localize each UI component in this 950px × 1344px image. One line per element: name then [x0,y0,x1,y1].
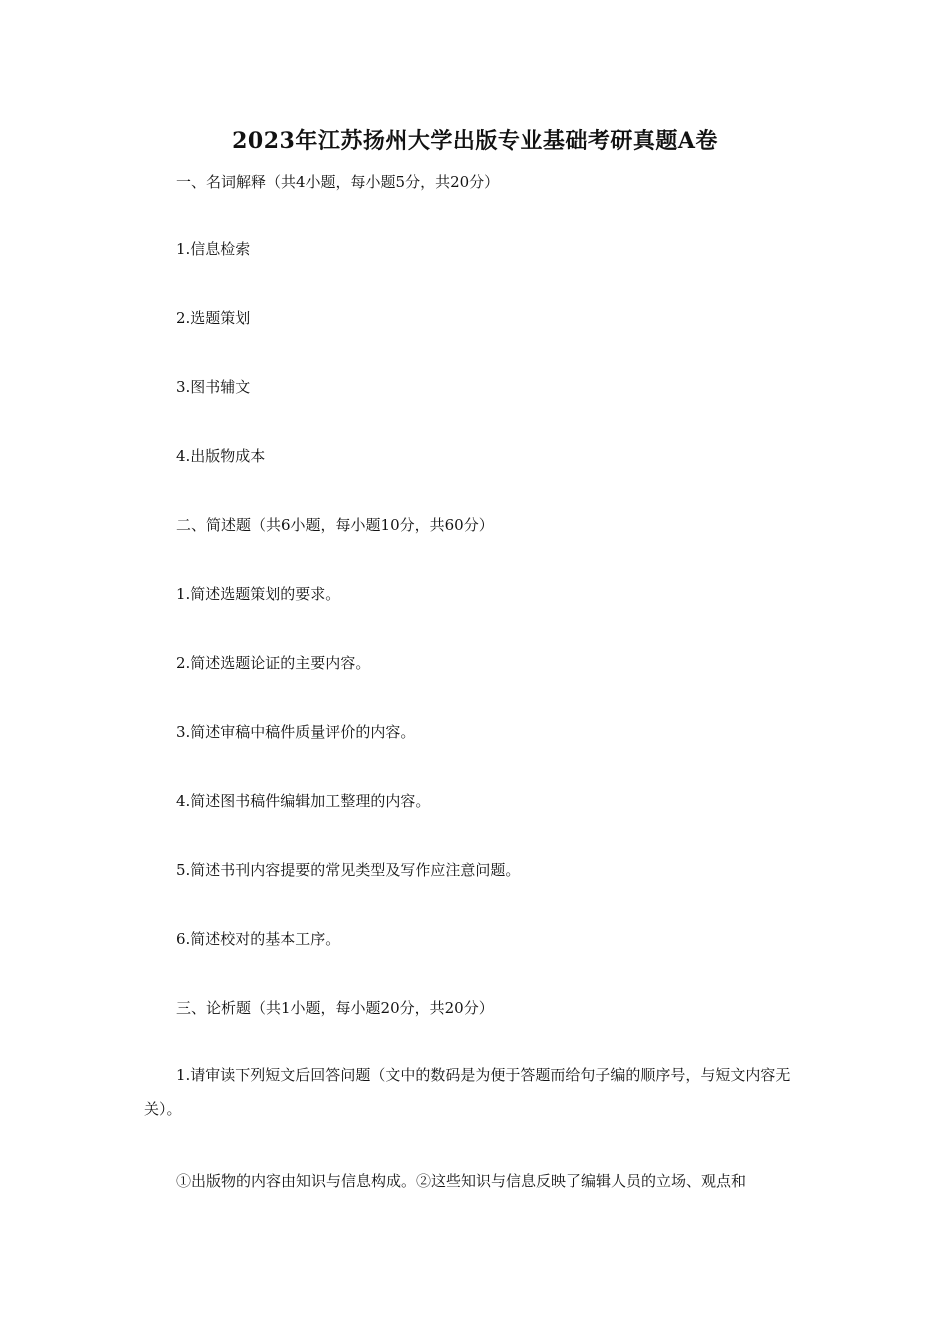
list-item: 1.信息检索 [176,240,251,258]
section1-heading: 一、名词解释（共4小题，每小题5分，共20分） [176,173,500,191]
list-item: 5.简述书刊内容提要的常见类型及写作应注意问题。 [176,861,521,879]
section3-heading: 三、论析题（共1小题，每小题20分，共20分） [176,999,494,1017]
section3-question: 1.请审读下列短文后回答问题（文中的数码是为便于答题而给句子编的顺序号，与短文内容无关）。 [144,1066,791,1118]
list-item: 4.出版物成本 [176,447,266,465]
list-item: 2.选题策划 [176,309,251,327]
list-item: 3.图书辅文 [176,378,251,396]
section3-passage: ①出版物的内容由知识与信息构成。②这些知识与信息反映了编辑人员的立场、观点和 [176,1172,747,1190]
list-item: 1.简述选题策划的要求。 [176,585,341,603]
list-item: 2.简述选题论证的主要内容。 [176,654,371,672]
document-title: 2023年江苏扬州大学出版专业基础考研真题A卷 [232,128,718,154]
list-item: 4.简述图书稿件编辑加工整理的内容。 [176,792,431,810]
section2-heading: 二、简述题（共6小题，每小题10分，共60分） [176,516,494,534]
list-item: 6.简述校对的基本工序。 [176,930,341,948]
list-item: 3.简述审稿中稿件质量评价的内容。 [176,723,416,741]
